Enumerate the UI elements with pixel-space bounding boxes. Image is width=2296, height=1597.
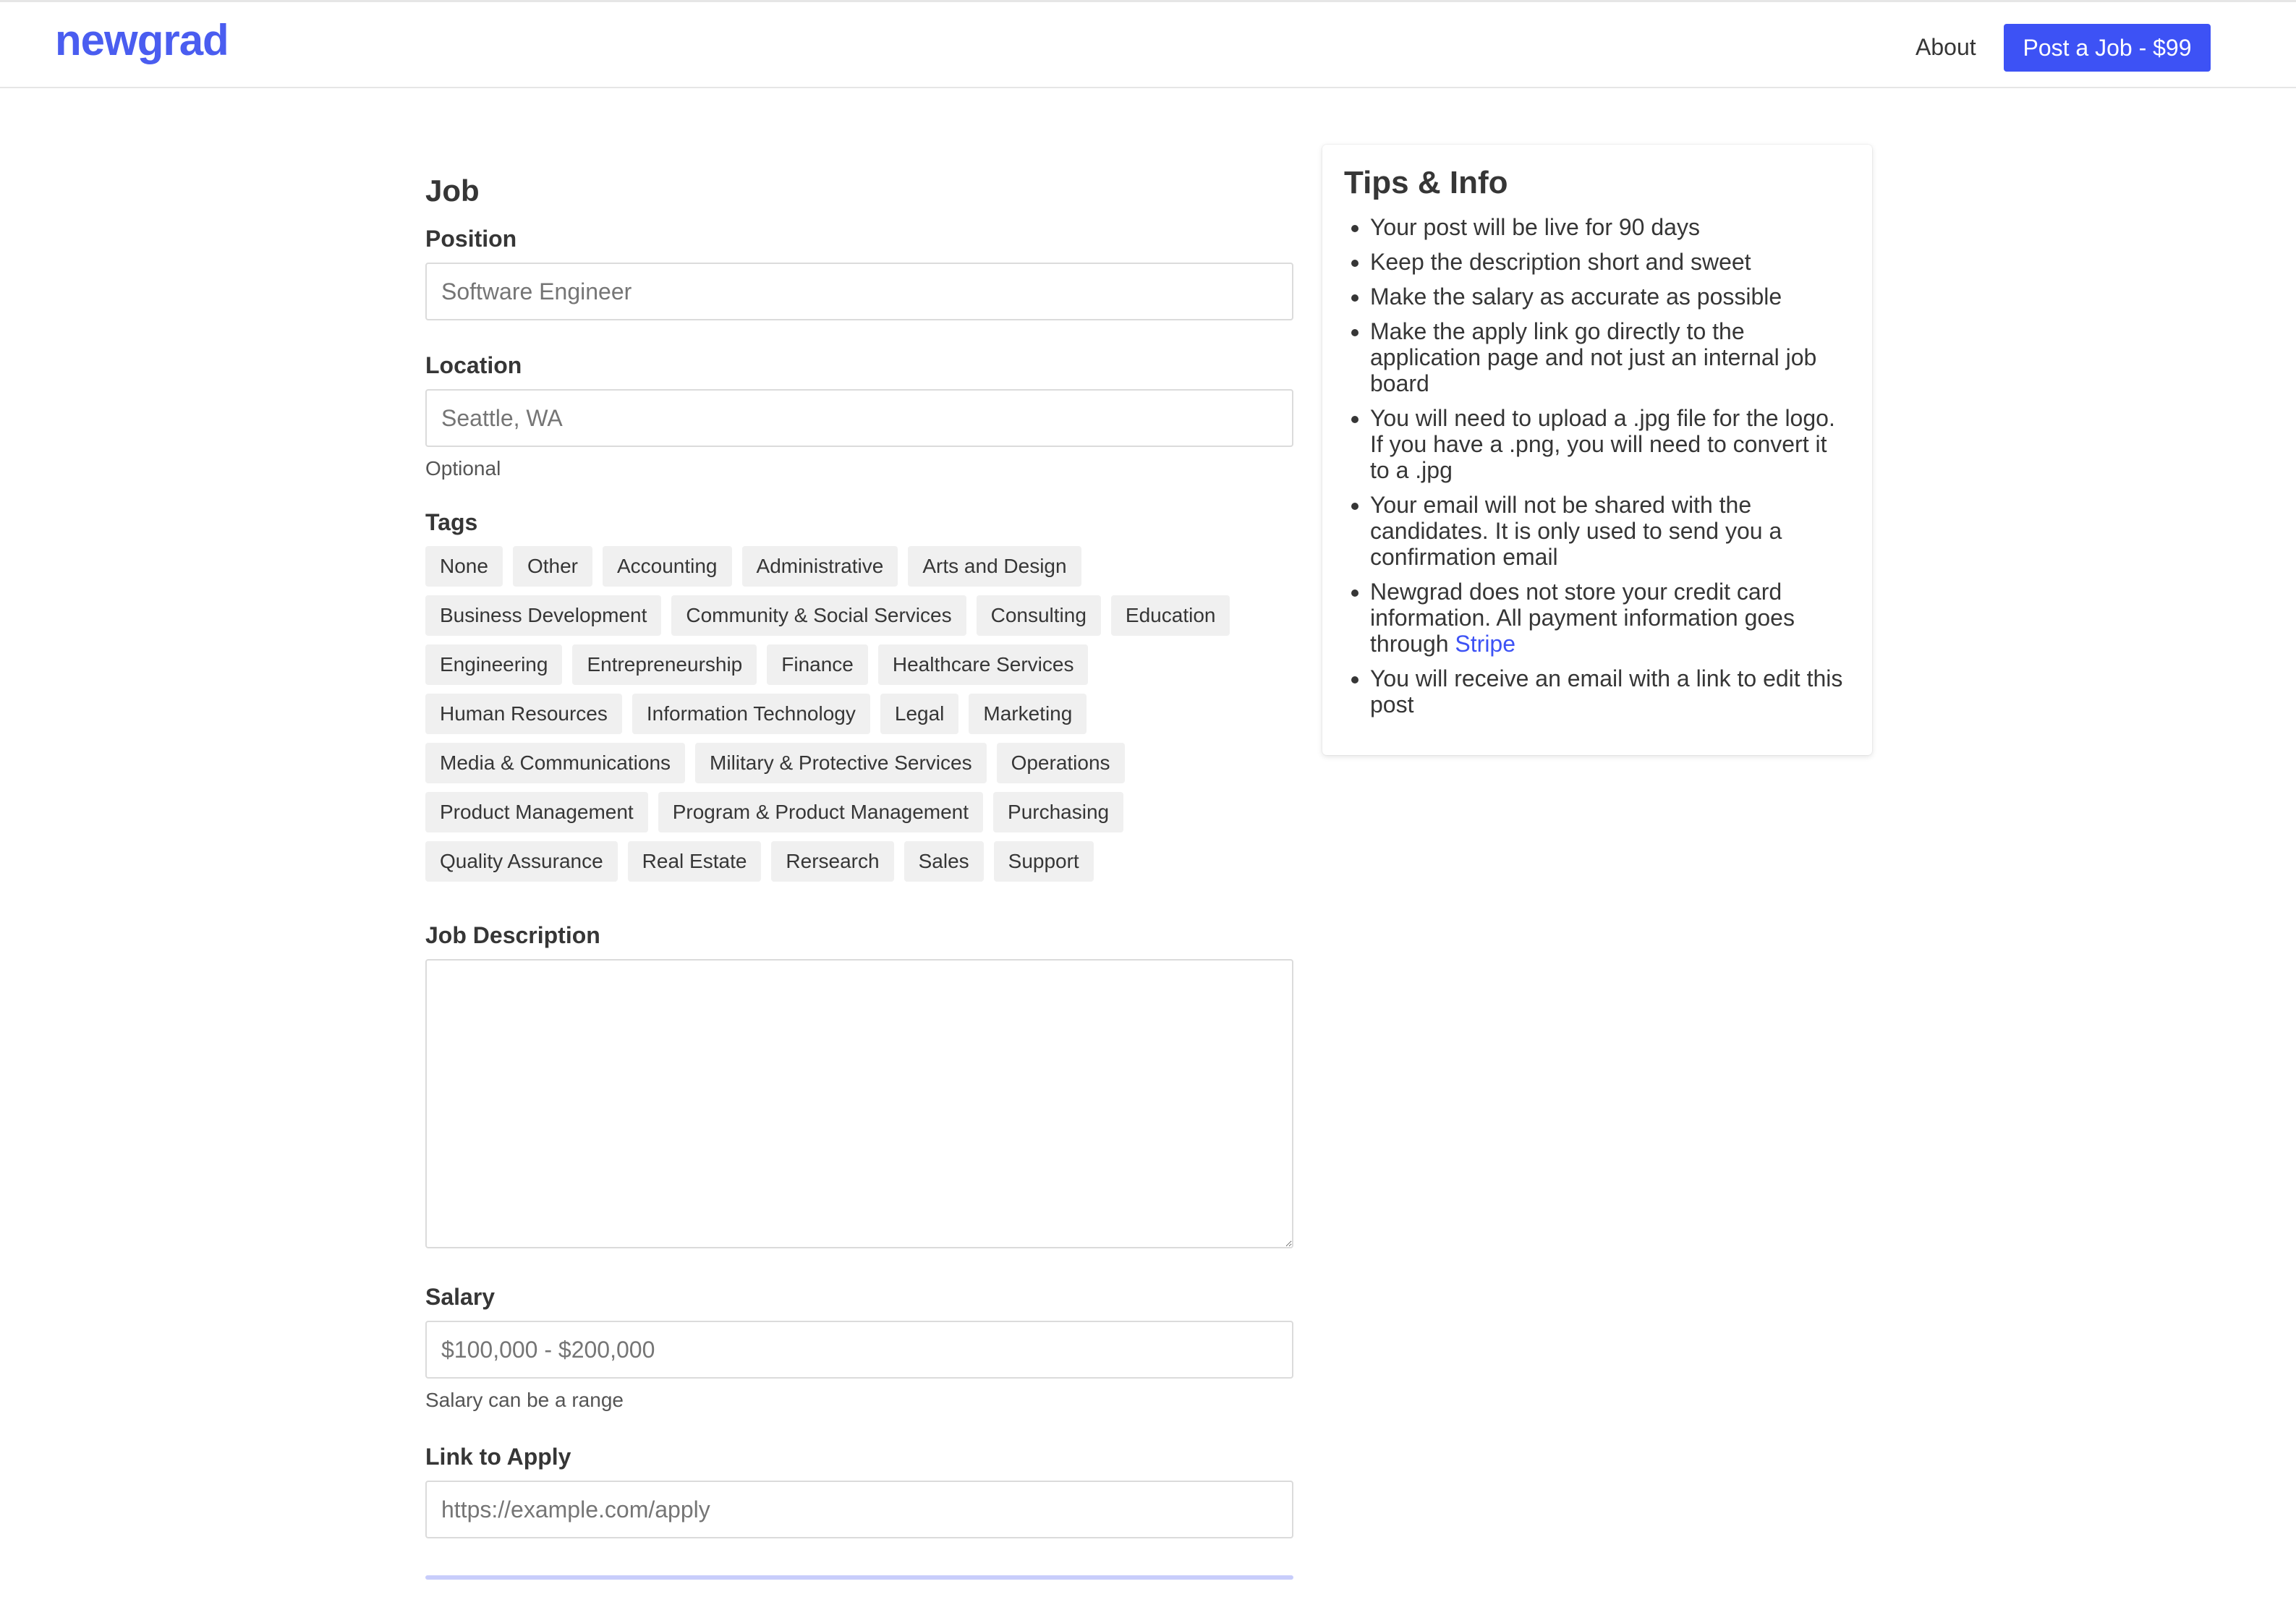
description-label: Job Description bbox=[425, 922, 600, 948]
section-title: Job bbox=[425, 174, 480, 208]
logo[interactable]: newgrad bbox=[55, 16, 229, 64]
tag-chip[interactable]: Consulting bbox=[977, 595, 1101, 636]
apply-link-label: Link to Apply bbox=[425, 1444, 571, 1470]
tag-chip[interactable]: Community & Social Services bbox=[671, 595, 966, 636]
tag-chip[interactable]: Media & Communications bbox=[425, 743, 685, 783]
tip-item: • Your post will be live for 90 days bbox=[1370, 214, 1850, 240]
description-textarea[interactable] bbox=[425, 959, 1293, 1248]
tip-item bbox=[1370, 579, 1850, 657]
position-input[interactable] bbox=[425, 263, 1293, 320]
tag-chip[interactable]: Education bbox=[1111, 595, 1230, 636]
tag-chip[interactable]: Accounting bbox=[603, 546, 732, 587]
tag-chip[interactable]: Sales bbox=[904, 841, 984, 882]
tag-chip[interactable]: Program & Product Management bbox=[658, 792, 983, 832]
tip-item: • Your email will not be shared with the candidates. It is only used to send you a confirmation email bbox=[1370, 492, 1850, 570]
tag-chip[interactable]: Engineering bbox=[425, 644, 562, 685]
salary-label: Salary bbox=[425, 1284, 496, 1310]
apply-link-input[interactable] bbox=[425, 1481, 1293, 1538]
tip-item: • You will receive an email with a link to edit this post bbox=[1370, 665, 1850, 717]
submit-bar[interactable] bbox=[425, 1575, 1293, 1580]
tag-chip[interactable]: Information Technology bbox=[632, 694, 870, 734]
tag-chip[interactable]: Business Development bbox=[425, 595, 661, 636]
tags-label: Tags bbox=[425, 509, 478, 535]
tag-chip[interactable]: Quality Assurance bbox=[425, 841, 618, 882]
location-help: Optional bbox=[425, 457, 501, 480]
salary-help: Salary can be a range bbox=[425, 1389, 624, 1411]
tag-chip[interactable]: Entrepreneurship bbox=[572, 644, 757, 685]
tips-list bbox=[1344, 214, 1850, 717]
tip-item: • Make the apply link go directly to the application page and not just an internal job board bbox=[1370, 318, 1850, 396]
tip-item: • Keep the description short and sweet bbox=[1370, 249, 1850, 275]
tag-chip[interactable]: Product Management bbox=[425, 792, 648, 832]
job-form bbox=[425, 174, 1293, 1538]
tag-chip[interactable]: Rersearch bbox=[771, 841, 893, 882]
stripe-link[interactable]: Stripe bbox=[1455, 631, 1516, 657]
tag-chip[interactable]: Other bbox=[513, 546, 592, 587]
tips-title: Tips & Info bbox=[1344, 165, 1508, 200]
tip-item: • You will need to upload a .jpg file for the logo. If you have a .png, you will need to convert it to a .jpg bbox=[1370, 405, 1850, 483]
tips-card bbox=[1322, 145, 1872, 755]
tip-stripe-text: Newgrad does not store your credit card information. All payment information goes through bbox=[1370, 579, 1795, 657]
tag-chip[interactable]: Operations bbox=[997, 743, 1125, 783]
tag-chip[interactable]: Support bbox=[994, 841, 1094, 882]
nav-about-link[interactable]: About bbox=[1916, 34, 1976, 60]
tag-chip[interactable]: Legal bbox=[880, 694, 959, 734]
tag-chip[interactable]: Administrative bbox=[742, 546, 898, 587]
location-input[interactable] bbox=[425, 389, 1293, 447]
post-job-button[interactable]: Post a Job - $99 bbox=[2004, 24, 2211, 72]
tag-chip[interactable]: None bbox=[425, 546, 503, 587]
tag-chip[interactable]: Finance bbox=[767, 644, 868, 685]
position-label: Position bbox=[425, 226, 517, 252]
tag-chip[interactable]: Human Resources bbox=[425, 694, 622, 734]
tag-chip[interactable]: Real Estate bbox=[628, 841, 762, 882]
navbar bbox=[0, 0, 2296, 88]
tag-chip[interactable]: Healthcare Services bbox=[878, 644, 1089, 685]
salary-input[interactable] bbox=[425, 1321, 1293, 1379]
tag-chip[interactable]: Military & Protective Services bbox=[695, 743, 987, 783]
tag-chip[interactable]: Arts and Design bbox=[908, 546, 1081, 587]
tag-list bbox=[425, 546, 1293, 882]
tip-item: • Make the salary as accurate as possible bbox=[1370, 284, 1850, 310]
tag-chip[interactable]: Purchasing bbox=[993, 792, 1123, 832]
location-label: Location bbox=[425, 352, 522, 378]
tag-chip[interactable]: Marketing bbox=[969, 694, 1087, 734]
